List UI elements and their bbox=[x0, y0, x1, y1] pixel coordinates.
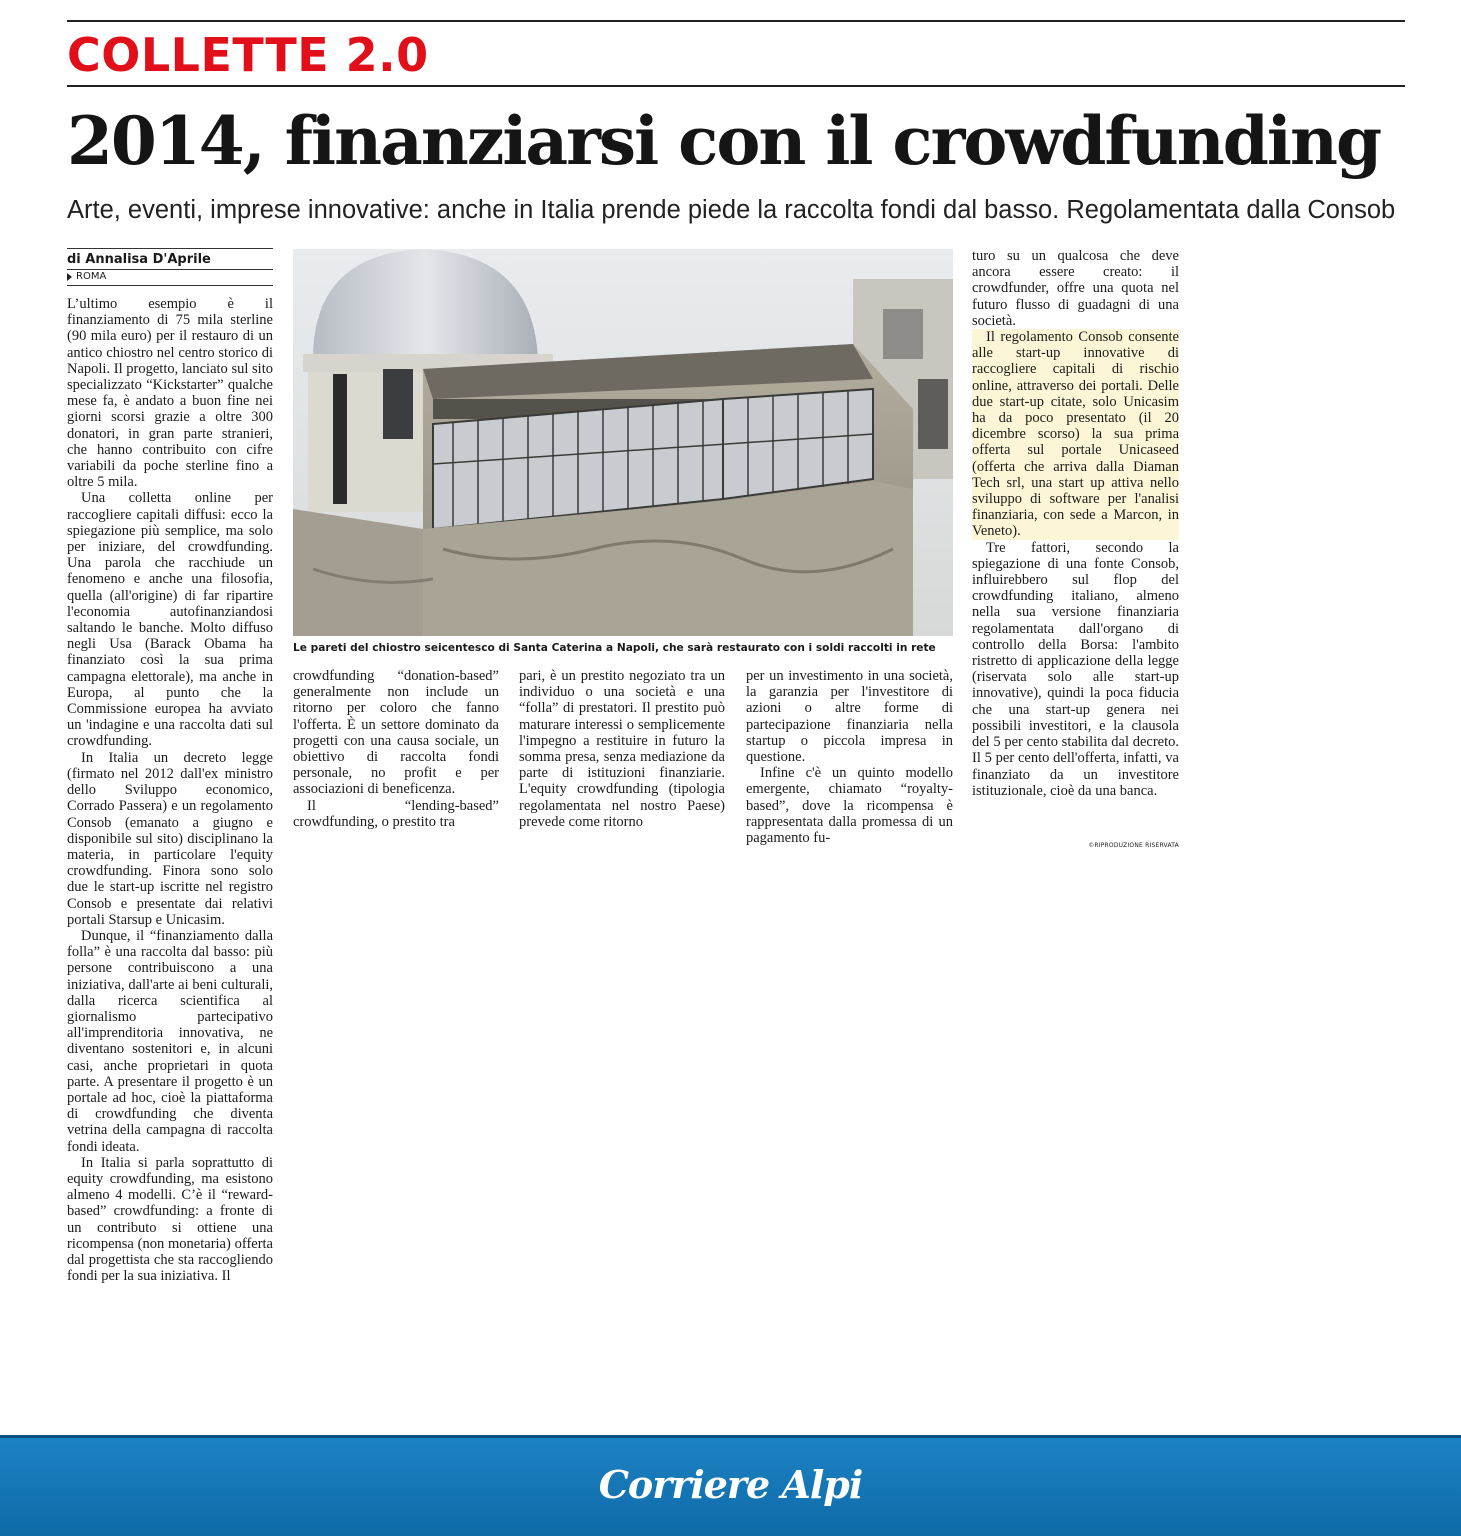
cloister-illustration bbox=[293, 249, 953, 636]
paragraph: Una colletta online per raccogliere capitali diffusi: ecco la spiegazione più semplice, ma solo per iniziare, del crowdfunding. Una parola che racchiude un fenomeno e anche una filosofia, quella (all'origine) di far ripartire l'economia autofinanziandosi saltando le banche. Molto diffuso negli Usa (Barack Obama ha finanziato così la sua prima campagna elettorale), ma anche in Europa, al punto che la Commissione europea ha avviato un 'indagine e una raccolta dati sul crowdfunding. bbox=[67, 490, 273, 750]
article-headline: 2014, finanziarsi con il crowdfunding bbox=[67, 102, 1381, 180]
copyright-notice: ©RIPRODUZIONE RISERVATA bbox=[1088, 842, 1179, 849]
publication-logo: Corriere Alpi bbox=[598, 1462, 863, 1507]
top-rule bbox=[67, 20, 1405, 22]
photo-caption: Le pareti del chiostro seicentesco di Santa Caterina a Napoli, che sarà restaurato con i soldi raccolti in rete bbox=[293, 642, 936, 654]
byline-dateline bbox=[67, 270, 106, 284]
paragraph: Tre fattori, secondo la spiegazione di una fonte Consob, influirebbero sul flop del crowdfunding italiano, almeno nella sua versione finanziaria regolamentata dall'organo di controllo della Borsa: l'ambito ristretto di applicazione della legge (riservata solo alle start-up innovative), quindi la poca fiducia che una start-up genera nei possibili investitori, e la clausola del 5 per cento stabilita dal decreto. Il 5 per cento dell'offerta, infatti, va finanziato da un investitore istituzionale, cioè da una banca. bbox=[972, 539, 1179, 799]
article-column-5 bbox=[972, 248, 1179, 799]
paragraph: pari, è un prestito negoziato tra un individuo o una società e una “folla” di prestatori. Il prestito può maturare interessi o semplicemente l'impegno a restituire in futuro la somma presa, senza mediazione da parte di istituzioni finanziarie. L'equity crowdfunding (tipologia regolamentata nel nostro Paese) prevede come ritorno bbox=[519, 668, 725, 830]
dateline-city: ROMA bbox=[76, 271, 107, 282]
paragraph: In Italia si parla soprattutto di equity crowdfunding, ma esistono almeno 4 modelli. C’è il “reward-based” crowdfunding: a fronte di un contributo si ottiene una ricompensa (non monetaria) offerta dal progettista che sta raccogliendo fondi per la sua iniziativa. Il bbox=[67, 1154, 273, 1285]
article-column-1 bbox=[67, 296, 273, 1284]
byline-top-rule bbox=[67, 248, 273, 249]
byline-bottom-rule bbox=[67, 285, 273, 286]
footer-top-line bbox=[0, 1435, 1461, 1438]
article-column-2 bbox=[293, 668, 499, 830]
dateline-arrow-icon bbox=[67, 273, 72, 281]
highlighted-paragraph: Il regolamento Consob consente alle start-up innovative di raccogliere capitali di rischio online, attraverso dei portali. Delle due start-up citate, solo Unicasim ha da poco presentato (il 20 dicembre scorso) la sua prima offerta sul portale Unicaseed (offerta che arriva dalla Diaman Tech srl, una start up attiva nello sviluppo di software per l'analisi finanziaria, con sede a Marcon, in Veneto). bbox=[972, 329, 1179, 540]
article-column-3 bbox=[519, 668, 725, 830]
section-kicker: COLLETTE 2.0 bbox=[67, 28, 429, 82]
paragraph: per un investimento in una società, la garanzia per l'investitore di azioni o altre forme di partecipazione finanziaria nella startup o piccola impresa in questione. bbox=[746, 668, 953, 766]
paragraph: Dunque, il “finanziamento dalla folla” è una raccolta dal basso: più persone contribuiscono a una iniziativa, dall'arte ai beni culturali, dalla ricerca scientifica al giornalismo partecipativo all'imprenditoria innovativa, ne diventano sostenitori e, in alcuni casi, anche proprietari in quota parte. A presentare il progetto è un portale ad hoc, cioè la piattaforma di crowdfunding che diventa vetrina della campagna di raccolta fondi ideata. bbox=[67, 927, 273, 1155]
paragraph: turo su un qualcosa che deve ancora essere creato: il crowdfunder, offre una quota nel futuro flusso di guadagni di una società. bbox=[972, 248, 1179, 329]
article-subhead: Arte, eventi, imprese innovative: anche in Italia prende piede la raccolta fondi dal basso. Regolamentata dalla Consob bbox=[67, 196, 1396, 224]
paragraph: crowdfunding “donation-based” generalmente non include un ritorno per coloro che fanno l'offerta. È un settore dominato da progetti con una causa sociale, un obiettivo di raccolta fondi personale, no profit e per associazioni di beneficenza. bbox=[293, 668, 499, 798]
paragraph: Il “lending-based” crowdfunding, o prestito tra bbox=[293, 797, 499, 830]
paragraph: L’ultimo esempio è il finanziamento di 75 mila sterline (90 mila euro) per il restauro di un antico chiostro nel centro storico di Napoli. Il progetto, lanciato sul sito specializzato “Kickstarter” qualche mese fa, è andato a buon fine nei giorni scorsi grazie a oltre 300 donatori, in gran parte stranieri, che hanno contribuito con cifre variabili da poche sterline fino a oltre 5 mila. bbox=[67, 296, 273, 491]
byline-author: di Annalisa D'Aprile bbox=[67, 252, 211, 267]
paragraph: Infine c'è un quinto modello emergente, chiamato “royalty-based”, dove la ricompensa è rappresentata dalla promessa di un pagamento fu- bbox=[746, 765, 953, 847]
article-column-4 bbox=[746, 668, 953, 846]
kicker-rule bbox=[67, 85, 1405, 87]
article-photo bbox=[293, 249, 953, 636]
paragraph: In Italia un decreto legge (firmato nel 2012 dall'ex ministro dello Sviluppo economico, Corrado Passera) e un regolamento Consob (emanato a giugno e disponibile sul sito) disciplinano la materia, in particolare l'equity crowdfunding. Finora sono solo due le start-up iscritte nel registro Consob e presentate dai relativi portali Starsup e Unicasim. bbox=[67, 749, 273, 928]
